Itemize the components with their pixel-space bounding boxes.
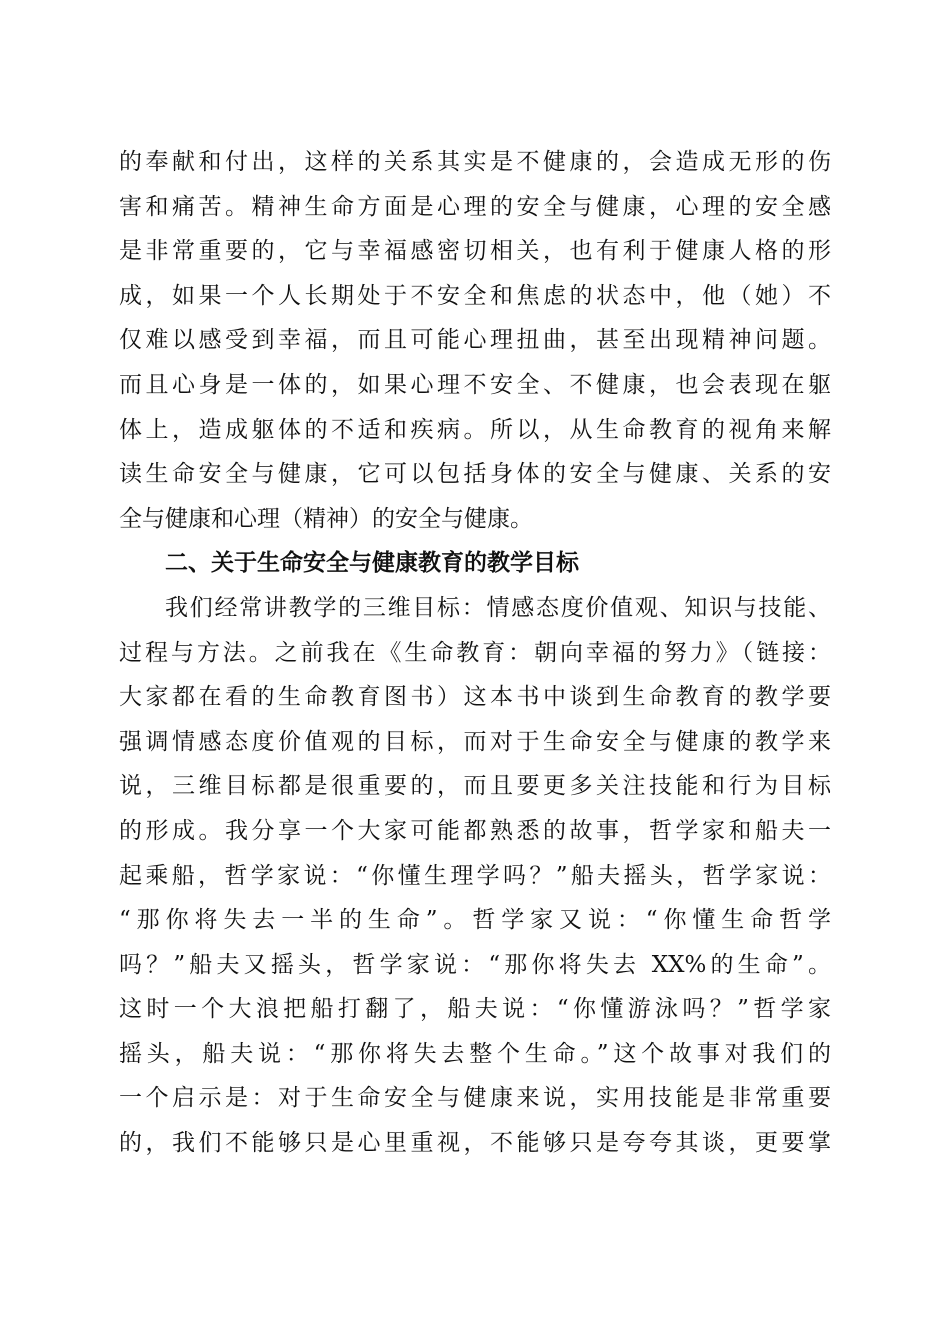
text-line: 的形成。我分享一个大家可能都熟悉的故事，哲学家和船夫一 xyxy=(119,817,831,844)
section-heading: 二、关于生命安全与健康教育的教学目标 xyxy=(165,550,579,577)
text-line: 全与健康和心理（精神）的安全与健康。 xyxy=(119,505,533,532)
paragraph-life-safety-dimensions xyxy=(119,140,831,541)
text-line: 的奉献和付出，这样的关系其实是不健康的，会造成无形的伤 xyxy=(119,149,831,175)
text-line: 仅难以感受到幸福，而且可能心理扭曲，甚至出现精神问题。 xyxy=(119,327,831,354)
text-line: 读生命安全与健康，它可以包括身体的安全与健康、关系的安 xyxy=(119,461,831,488)
text-line: 而且心身是一体的，如果心理不安全、不健康，也会表现在躯 xyxy=(119,371,831,398)
text-line: “那你将失去一半的生命”。哲学家又说：“你懂生命哲学 xyxy=(119,907,831,934)
text-line: 起乘船，哲学家说：“你懂生理学吗？”船夫摇头，哲学家说： xyxy=(119,862,831,889)
text-line: 摇头，船夫说：“那你将失去整个生命。”这个故事对我们的 xyxy=(119,1040,831,1067)
text-line: 强调情感态度价值观的目标，而对于生命安全与健康的教学来 xyxy=(119,728,831,755)
text-line: 一个启示是：对于生命安全与健康来说，实用技能是非常重要 xyxy=(119,1085,831,1112)
text-line: 的，我们不能够只是心里重视，不能够只是夸夸其谈，更要掌 xyxy=(119,1130,831,1157)
text-line: 大家都在看的生命教育图书）这本书中谈到生命教育的教学要 xyxy=(119,684,831,711)
text-line: 我们经常讲教学的三维目标：情感态度价值观、知识与技能、 xyxy=(165,594,831,621)
text-line: 过程与方法。之前我在《生命教育：朝向幸福的努力》（链接： xyxy=(119,639,831,666)
text-line: 害和痛苦。精神生命方面是心理的安全与健康，心理的安全感 xyxy=(119,193,831,220)
text-line: 说，三维目标都是很重要的，而且要更多关注技能和行为目标 xyxy=(119,773,831,800)
text-line: 体上，造成躯体的不适和疾病。所以，从生命教育的视角来解 xyxy=(119,416,831,443)
text-line: 吗？”船夫又摇头，哲学家说：“那你将失去 XX%的生命”。 xyxy=(119,951,831,978)
document-body xyxy=(119,140,831,1166)
text-line: 这时一个大浪把船打翻了，船夫说：“你懂游泳吗？”哲学家 xyxy=(119,996,831,1023)
text-line: 是非常重要的，它与幸福感密切相关，也有利于健康人格的形 xyxy=(119,238,831,265)
text-line: 成，如果一个人长期处于不安全和焦虑的状态中，他（她）不 xyxy=(119,282,831,309)
paragraph-teaching-goals xyxy=(119,586,831,1166)
